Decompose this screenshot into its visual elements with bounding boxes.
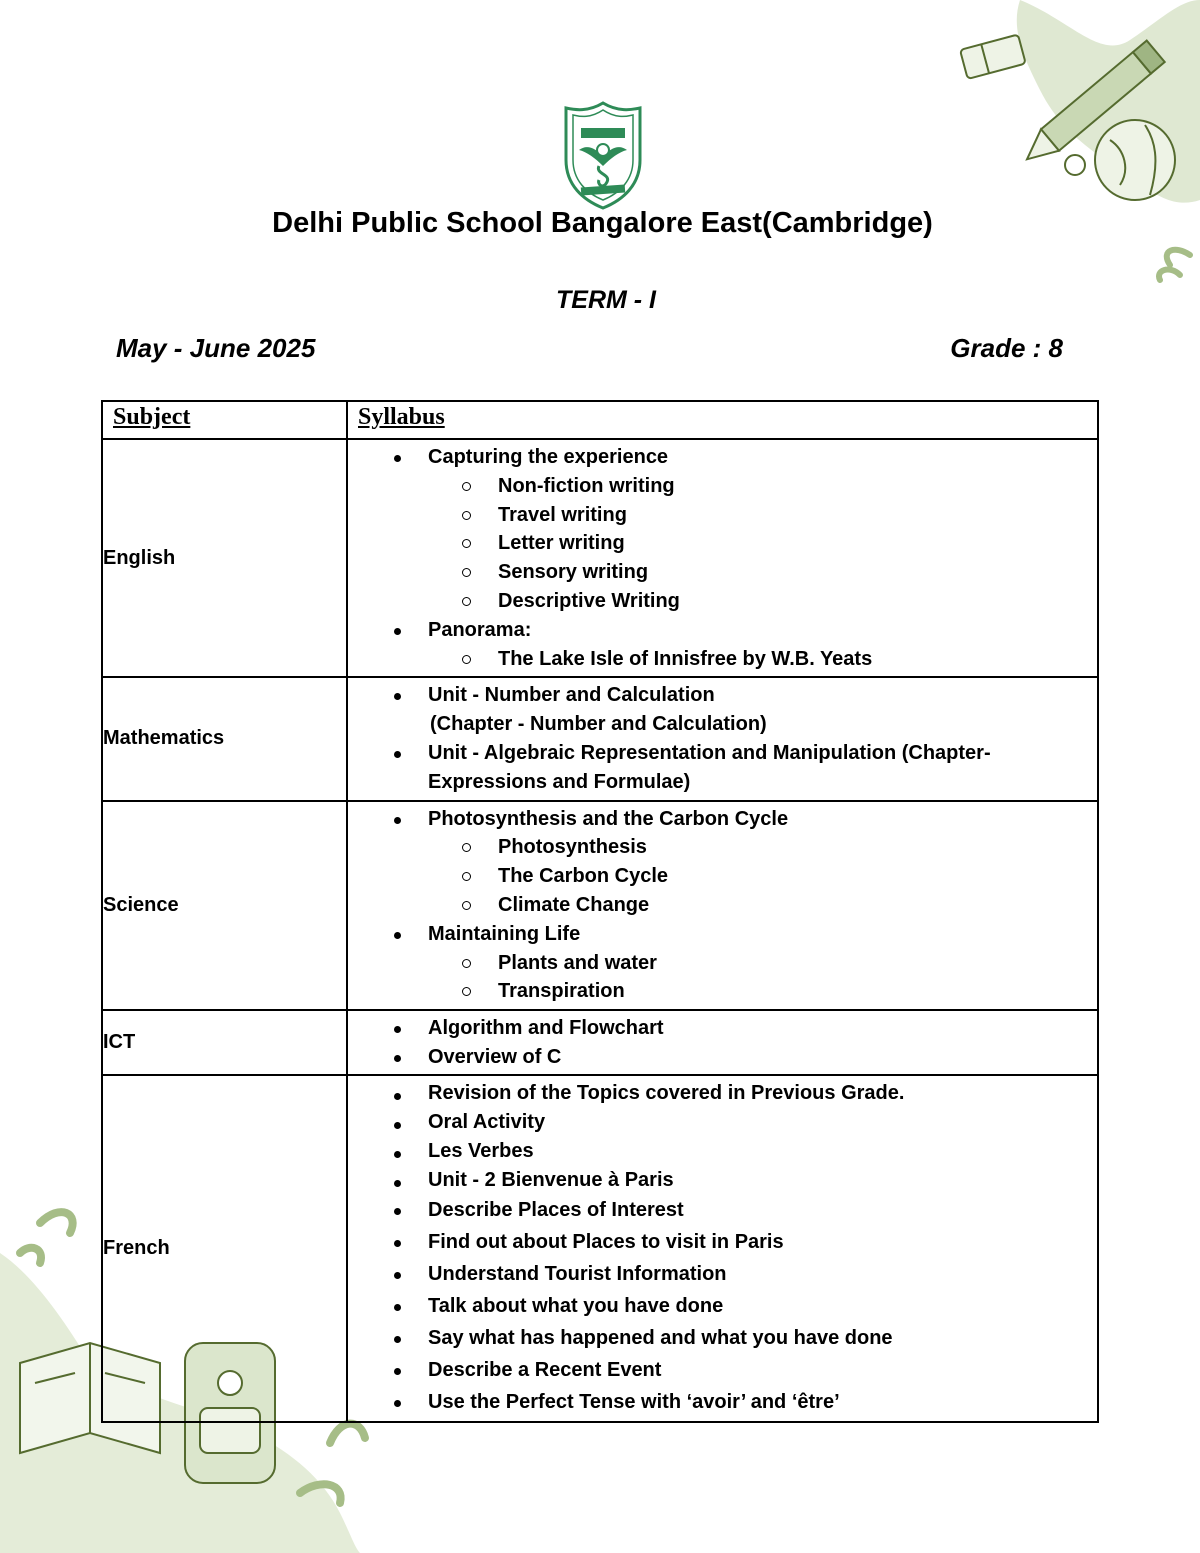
list-item: Oral Activity xyxy=(348,1108,1097,1137)
sub-list-item: Travel writing xyxy=(428,501,1097,530)
list-item: Understand Tourist Information xyxy=(348,1258,1097,1290)
list-item: Capturing the experience Non-fiction writing Travel writing Letter writing Sensory writing Descriptive Writing xyxy=(348,443,1097,616)
list-item: Photosynthesis and the Carbon Cycle Photosynthesis The Carbon Cycle Climate Change xyxy=(348,805,1097,920)
school-crest-logo xyxy=(563,100,643,210)
list-item: Say what has happened and what you have done xyxy=(348,1322,1097,1354)
school-name-title: Delhi Public School Bangalore East(Cambridge) xyxy=(272,207,933,239)
sub-list-item: The Lake Isle of Innisfree by W.B. Yeats xyxy=(428,645,1097,674)
syllabus-cell xyxy=(347,677,1098,800)
list-item-continuation: (Chapter - Number and Calculation) xyxy=(430,713,767,736)
syllabus-cell xyxy=(347,1075,1098,1422)
list-item: Find out about Places to visit in Paris xyxy=(348,1226,1097,1258)
term-label: TERM - I xyxy=(556,286,656,314)
table-row-french xyxy=(102,1075,1098,1422)
list-item: Panorama: The Lake Isle of Innisfree by W.B. Yeats xyxy=(348,616,1097,674)
list-item: Revision of the Topics covered in Previous Grade. xyxy=(348,1079,1097,1108)
sub-list-item: Transpiration xyxy=(428,977,1097,1006)
subject-cell: ICT xyxy=(102,1010,347,1075)
syllabus-cell xyxy=(347,439,1098,677)
subject-cell: Science xyxy=(102,801,347,1011)
subject-cell: English xyxy=(102,439,347,677)
table-row-mathematics xyxy=(102,677,1098,800)
list-item-continuation: Expressions and Formulae) xyxy=(428,770,691,793)
school-doodle-illustration xyxy=(870,0,1200,310)
sub-list-item: Plants and water xyxy=(428,949,1097,978)
table-row-science xyxy=(102,801,1098,1011)
globe-icon xyxy=(1095,120,1175,200)
list-item: Unit - Algebraic Representation and Manipulation (Chapter- xyxy=(348,739,1097,768)
table-row-english xyxy=(102,439,1098,677)
sub-list-item: Letter writing xyxy=(428,529,1097,558)
list-item: Unit - 2 Bienvenue à Paris xyxy=(348,1166,1097,1195)
eraser-icon xyxy=(960,34,1026,79)
sub-list-item: The Carbon Cycle xyxy=(428,862,1097,891)
syllabus-cell xyxy=(347,1010,1098,1075)
list-item: Les Verbes xyxy=(348,1137,1097,1166)
syllabus-column-header: Syllabus xyxy=(347,401,1098,439)
list-item: Maintaining Life Plants and water Transpiration xyxy=(348,920,1097,1006)
subject-cell: French xyxy=(102,1075,347,1422)
grade-label: Grade : 8 xyxy=(950,333,1063,363)
list-item: Describe a Recent Event xyxy=(348,1354,1097,1386)
list-item: Describe Places of Interest xyxy=(348,1194,1097,1226)
period-label: May - June 2025 xyxy=(116,333,316,363)
list-item: Unit - Number and Calculation xyxy=(348,681,1097,710)
subject-column-header: Subject xyxy=(102,401,347,439)
subject-cell: Mathematics xyxy=(102,677,347,800)
list-item: Use the Perfect Tense with ‘avoir’ and ‘être’ xyxy=(348,1386,1097,1418)
sub-list-item: Descriptive Writing xyxy=(428,587,1097,616)
table-row-ict xyxy=(102,1010,1098,1075)
list-item: Algorithm and Flowchart xyxy=(348,1014,1097,1043)
table-header-row xyxy=(102,401,1098,439)
list-item: Overview of C xyxy=(348,1043,1097,1072)
sub-list-item: Sensory writing xyxy=(428,558,1097,587)
syllabus-table xyxy=(101,400,1099,1423)
sub-list-item: Non-fiction writing xyxy=(428,472,1097,501)
list-item: Talk about what you have done xyxy=(348,1290,1097,1322)
syllabus-cell xyxy=(347,801,1098,1011)
sub-list-item: Photosynthesis xyxy=(428,833,1097,862)
sub-list-item: Climate Change xyxy=(428,891,1097,920)
